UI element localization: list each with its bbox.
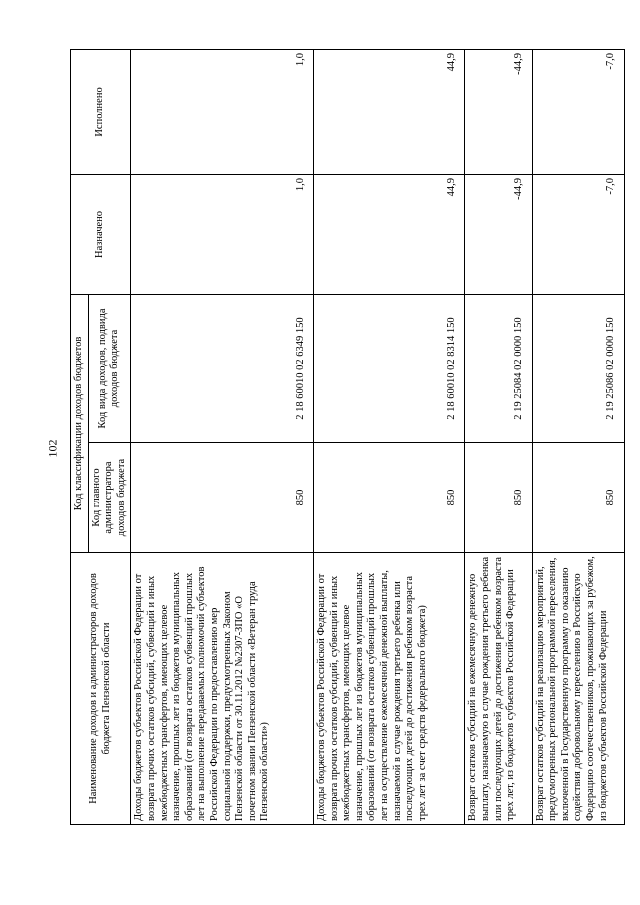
header-name: Наименование доходов и администраторов доходов бюджета Пензенской области (71, 553, 131, 825)
row-name: Доходы бюджетов субъектов Российской Федерации от возврата прочих остатков субсидий, субвенций и иных межбюджетных трансфертов, имеющих целевое назначение, прошлых лет из бюджетов муниципальных образований (от возврата остатков субвенций прошлых лет на осуществление ежемесячной денежной выплаты, назначаемой в случае рождения третьего ребенка или последующих детей до достижения ребенком возраста трех лет за счет средств федерального бюджета) (314, 553, 465, 825)
row-executed: 1,0 (131, 49, 314, 174)
page-number: 102 (45, 439, 60, 458)
rotated-table-wrapper (70, 50, 625, 825)
row-type-code: 2 19 25086 02 0000 150 (532, 294, 624, 442)
row-assigned: 1,0 (131, 174, 314, 294)
row-name: Возврат остатков субсидий на ежемесячную денежную выплату, назначаемую в случае рождения третьего ребенка или последующих детей до достижения ребенком возраста трех лет, из бюджетов субъектов Российской Федерации (465, 553, 532, 825)
header-assigned: Назначено (71, 174, 131, 294)
header-code-group: Код классификации доходов бюджетов (71, 294, 89, 552)
row-type-code: 2 18 60010 02 8314 150 (314, 294, 465, 442)
row-name: Возврат остатков субсидий на реализацию мероприятий, предусмотренных региональной программой переселения, включенной в Государственную программу по оказанию содействия добровольному переселению в Российскую Федерацию соотечественников, проживающих за рубежом, из бюджетов субъектов Российской Федерации (532, 553, 624, 825)
income-table (70, 49, 625, 825)
row-admin-code: 850 (465, 443, 532, 553)
header-type-code: Код вида доходов, подвида доходов бюджета (88, 294, 131, 442)
row-admin-code: 850 (314, 443, 465, 553)
header-admin-code: Код главного администратора доходов бюджета (88, 443, 131, 553)
row-admin-code: 850 (532, 443, 624, 553)
row-assigned: -44,9 (465, 174, 532, 294)
row-executed: -44,9 (465, 49, 532, 174)
row-name: Доходы бюджетов субъектов Российской Федерации от возврата прочих остатков субсидий, субвенций и иных межбюджетных трансфертов, имеющих целевое назначение, прошлых лет из бюджетов муниципальных образований (от возврата остатков субвенций прошлых лет на выполнение передаваемых полномочий субъектов Российской Федерации по предоставлению мер социальной поддержки, предусмотренных Законом Пензенской области от 30.11.2012 №2307-ЗПО «О почетном звании Пензенской области «Ветеран труда Пензенской области») (131, 553, 314, 825)
table-row (314, 49, 465, 824)
table-row (131, 49, 314, 824)
row-type-code: 2 19 25084 02 0000 150 (465, 294, 532, 442)
table-row (465, 49, 532, 824)
header-executed: Исполнено (71, 49, 131, 174)
table-row (532, 49, 624, 824)
row-executed: -7,0 (532, 49, 624, 174)
row-admin-code: 850 (131, 443, 314, 553)
row-executed: 44,9 (314, 49, 465, 174)
row-type-code: 2 18 60010 02 6349 150 (131, 294, 314, 442)
row-assigned: -7,0 (532, 174, 624, 294)
table-frame (70, 50, 625, 825)
row-assigned: 44,9 (314, 174, 465, 294)
